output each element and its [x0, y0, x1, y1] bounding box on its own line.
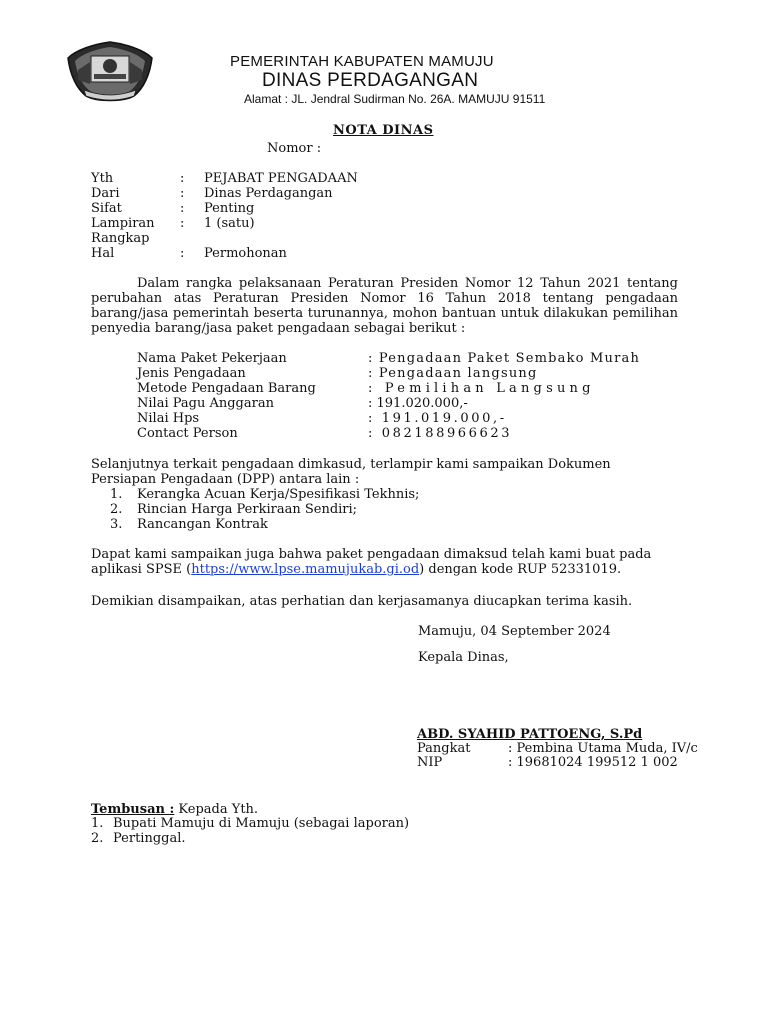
signer-position: Kepala Dinas,	[418, 650, 509, 665]
signer-nip-row	[0, 755, 768, 770]
meta-value: Penting	[204, 201, 255, 216]
spse-line-1: Dapat kami sampaikan juga bahwa paket pengadaan dimaksud telah kami buat pada	[91, 547, 652, 562]
meta-colon: :	[180, 246, 185, 261]
signer-rank-row	[0, 741, 768, 756]
meta-colon: :	[180, 201, 185, 216]
detail-value: : Pengadaan Paket Sembako Murah	[368, 351, 641, 366]
government-name: PEMERINTAH KABUPATEN MAMUJU	[230, 53, 494, 70]
detail-row-package-name	[0, 351, 768, 366]
intro-paragraph: Dalam rangka pelaksanaan Peraturan Presiden Nomor 12 Tahun 2021 tentang perubahan atas Peraturan Presiden Nomor 16 Tahun 2018 tentang pengadaan barang/jasa pemerintah beserta turunannya, mohon bantuan untuk dilakukan pemilihan penyedia barang/jasa paket pengadaan sebagai berikut :	[91, 276, 678, 336]
cc-item	[0, 816, 768, 831]
detail-label: Metode Pengadaan Barang	[137, 381, 316, 396]
meta-row-yth	[0, 171, 768, 186]
lpse-link[interactable]: https://www.lpse.mamujukab.gi.od	[191, 562, 420, 577]
meta-label: Dari	[91, 186, 120, 201]
detail-row-procurement-type	[0, 366, 768, 381]
cc-number: 1.	[91, 816, 104, 831]
meta-value: PEJABAT PENGADAAN	[204, 171, 358, 186]
followup-line-1: Selanjutnya terkait pengadaan dimkasud, terlampir kami sampaikan Dokumen	[91, 457, 611, 472]
list-item	[0, 502, 768, 517]
cc-text: Bupati Mamuju di Mamuju (sebagai laporan)	[113, 816, 410, 831]
spse-line-2	[91, 562, 621, 577]
meta-row-rangkap	[0, 231, 768, 246]
place-date: Mamuju, 04 September 2024	[418, 624, 611, 639]
list-number: 2.	[110, 502, 123, 517]
detail-row-method	[0, 381, 768, 396]
nip-label: NIP	[417, 755, 443, 770]
list-number: 3.	[110, 517, 123, 532]
meta-row-dari	[0, 186, 768, 201]
detail-value: : Pemilihan Langsung	[368, 381, 595, 396]
meta-label: Sifat	[91, 201, 122, 216]
meta-label: Yth	[91, 171, 114, 186]
closing-sentence: Demikian disampaikan, atas perhatian dan kerjasamanya diucapkan terima kasih.	[91, 594, 633, 609]
nip-value: : 19681024 199512 1 002	[508, 755, 678, 770]
detail-label: Contact Person	[137, 426, 238, 441]
detail-row-budget	[0, 396, 768, 411]
detail-value: : 191.020.000,-	[368, 396, 468, 411]
cc-text: Pertinggal.	[113, 831, 186, 846]
meta-row-lampiran	[0, 216, 768, 231]
detail-label: Jenis Pengadaan	[137, 366, 246, 381]
detail-label: Nilai Pagu Anggaran	[137, 396, 274, 411]
cc-number: 2.	[91, 831, 104, 846]
cc-heading	[91, 802, 258, 817]
signer-name: ABD. SYAHID PATTOENG, S.Pd	[417, 727, 643, 742]
cc-label: Tembusan :	[91, 802, 175, 817]
spse-prefix: aplikasi SPSE (	[91, 562, 192, 577]
memo-title: NOTA DINAS	[333, 123, 434, 138]
list-text: Rincian Harga Perkiraan Sendiri;	[137, 502, 358, 517]
list-item	[0, 487, 768, 502]
meta-label: Hal	[91, 246, 115, 261]
meta-label: Rangkap	[91, 231, 150, 246]
regency-crest-icon	[64, 40, 156, 104]
detail-row-contact	[0, 426, 768, 441]
detail-value: : 082188966623	[368, 426, 513, 441]
list-number: 1.	[110, 487, 123, 502]
meta-value: 1 (satu)	[204, 216, 255, 231]
spse-suffix: ) dengan kode RUP 52331019.	[419, 562, 622, 577]
detail-label: Nilai Hps	[137, 411, 200, 426]
meta-row-sifat	[0, 201, 768, 216]
meta-colon: :	[180, 171, 185, 186]
detail-label: Nama Paket Pekerjaan	[137, 351, 287, 366]
meta-value: Dinas Perdagangan	[204, 186, 333, 201]
cc-recipient: Kepada Yth.	[174, 802, 259, 817]
list-item	[0, 517, 768, 532]
followup-line-2: Persiapan Pengadaan (DPP) antara lain :	[91, 472, 360, 487]
meta-colon: :	[180, 216, 185, 231]
list-text: Kerangka Acuan Kerja/Spesifikasi Tekhnis;	[137, 487, 420, 502]
meta-label: Lampiran	[91, 216, 155, 231]
rank-value: : Pembina Utama Muda, IV/c	[508, 741, 698, 756]
office-address: Alamat : JL. Jendral Sudirman No. 26A. MAMUJU 91511	[244, 92, 546, 106]
meta-value: Permohonan	[204, 246, 287, 261]
rank-label: Pangkat	[417, 741, 471, 756]
cc-item	[0, 831, 768, 846]
detail-row-hps	[0, 411, 768, 426]
meta-row-hal	[0, 246, 768, 261]
meta-colon: :	[180, 186, 185, 201]
list-text: Rancangan Kontrak	[137, 517, 268, 532]
memo-number: Nomor :	[267, 141, 322, 156]
detail-value: : 191.019.000,-	[368, 411, 507, 426]
office-name: DINAS PERDAGANGAN	[262, 70, 479, 91]
detail-value: : Pengadaan langsung	[368, 366, 538, 381]
